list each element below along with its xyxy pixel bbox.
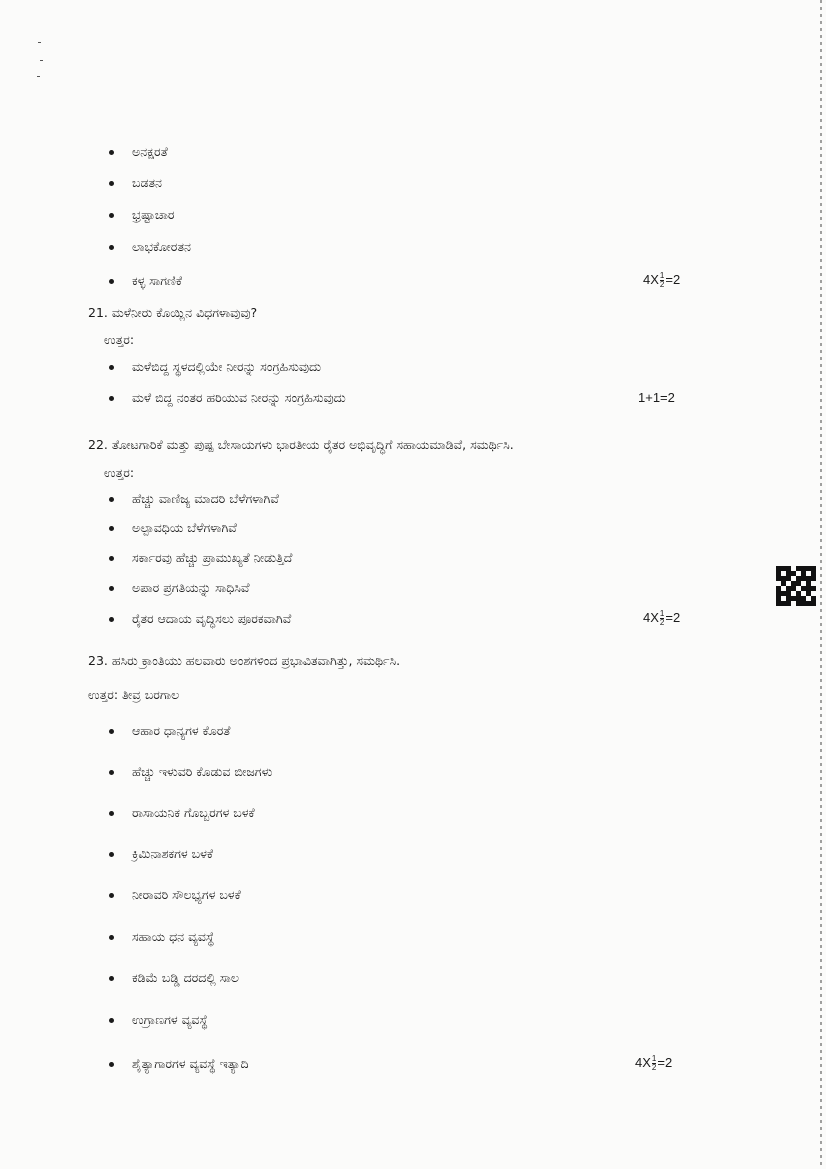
list-item: ನೀರಾವರಿ ಸೌಲಭ್ಯಗಳ ಬಳಕೆ bbox=[132, 887, 241, 902]
scan-speck bbox=[38, 42, 41, 43]
list-item: ರೈತರ ಆದಾಯ ವೃದ್ಧಿಸಲು ಪೂರಕವಾಗಿವೆ bbox=[132, 611, 292, 626]
list-item: ಸಹಾಯ ಧನ ವ್ಯವಸ್ಥೆ bbox=[132, 929, 215, 944]
scan-speck bbox=[37, 76, 40, 77]
list-item: ಕಳ್ಳ ಸಾಗಣಿಕೆ bbox=[132, 273, 182, 288]
list-item: ಹೆಚ್ಚು ಇಳುವರಿ ಕೊಡುವ ಬೀಜಗಳು bbox=[132, 764, 273, 779]
scan-edge bbox=[820, 0, 822, 1169]
answer-label: ಉತ್ತರ: ತೀವ್ರ ಬರಗಾಲ bbox=[88, 687, 180, 702]
list-item: ಬಡತನ bbox=[132, 175, 163, 190]
list-item: ರಾಸಾಯನಿಕ ಗೊಬ್ಬರಗಳ ಬಳಕೆ bbox=[132, 805, 255, 820]
marks-label: 4X $\frac{1}{2}$ =2 bbox=[643, 609, 681, 628]
question-23: 23. ಹಸಿರು ಕ್ರಾಂತಿಯು ಹಲವಾರು ಅಂಶಗಳಿಂದ ಪ್ರಭಾವಿತವಾಗಿತ್ತು, ಸಮರ್ಥಿಸಿ. bbox=[88, 653, 401, 668]
list-item: ಅಪಾರ ಪ್ರಗತಿಯನ್ನು ಸಾಧಿಸಿವೆ bbox=[132, 580, 250, 595]
list-item: ಕ್ರಿಮಿನಾಶಕಗಳ ಬಳಕೆ bbox=[132, 846, 214, 861]
list-item: ಅಲ್ಪಾವಧಿಯ ಬೆಳೆಗಳಾಗಿವೆ bbox=[132, 520, 237, 535]
list-item: ಲಾಭಕೋರತನ bbox=[132, 239, 191, 254]
list-item: ಮಳೆ ಬಿದ್ದ ನಂತರ ಹರಿಯುವ ನೀರನ್ನು ಸಂಗ್ರಹಿಸುವುದು bbox=[132, 390, 346, 405]
marks-label: 4X $\frac{1}{2}$ =2 bbox=[635, 1054, 673, 1073]
list-item: ಶೈತ್ಯಾಗಾರಗಳ ವ್ಯವಸ್ಥೆ ಇತ್ಯಾದಿ bbox=[132, 1056, 249, 1071]
list-item: ಮಳೆಬಿದ್ದ ಸ್ಥಳದಲ್ಲಿಯೇ ನೀರನ್ನು ಸಂಗ್ರಹಿಸುವುದು bbox=[132, 359, 322, 374]
marks-label: 4X $\frac{1}{2}$ =2 bbox=[643, 271, 681, 290]
question-22: 22. ತೋಟಗಾರಿಕೆ ಮತ್ತು ಪುಷ್ಪ ಬೇಸಾಯಗಳು ಭಾರತೀಯ ರೈತರ ಅಭಿವೃದ್ಧಿಗೆ ಸಹಾಯಮಾಡಿವೆ, ಸಮರ್ಥಿಸಿ. bbox=[88, 437, 514, 452]
marks-label: 1+1=2 bbox=[638, 390, 675, 405]
list-item: ಉಗ್ರಾಣಗಳ ವ್ಯವಸ್ಥೆ bbox=[132, 1012, 208, 1027]
answer-label: ಉತ್ತರ: bbox=[104, 332, 135, 347]
question-21: 21. ಮಳೆನೀರು ಕೊಯ್ಲಿನ ವಿಧಗಳಾವುವು? bbox=[88, 305, 258, 320]
qr-code bbox=[776, 566, 816, 606]
list-item: ಅನಕ್ಷರತೆ bbox=[132, 144, 168, 159]
list-item: ಸರ್ಕಾರವು ಹೆಚ್ಚು ಪ್ರಾಮುಖ್ಯತೆ ನೀಡುತ್ತಿದೆ bbox=[132, 550, 293, 565]
list-item: ಆಹಾರ ಧಾನ್ಯಗಳ ಕೊರತೆ bbox=[132, 723, 231, 738]
list-item: ಭ್ರಷ್ಟಾಚಾರ bbox=[132, 207, 175, 222]
list-item: ಹೆಚ್ಚು ವಾಣಿಜ್ಯ ಮಾದರಿ ಬೆಳೆಗಳಾಗಿವೆ bbox=[132, 491, 279, 506]
list-item: ಕಡಿಮೆ ಬಡ್ಡಿ ದರದಲ್ಲಿ ಸಾಲ bbox=[132, 970, 239, 985]
answer-label: ಉತ್ತರ: bbox=[104, 465, 135, 480]
scan-speck bbox=[40, 60, 43, 61]
